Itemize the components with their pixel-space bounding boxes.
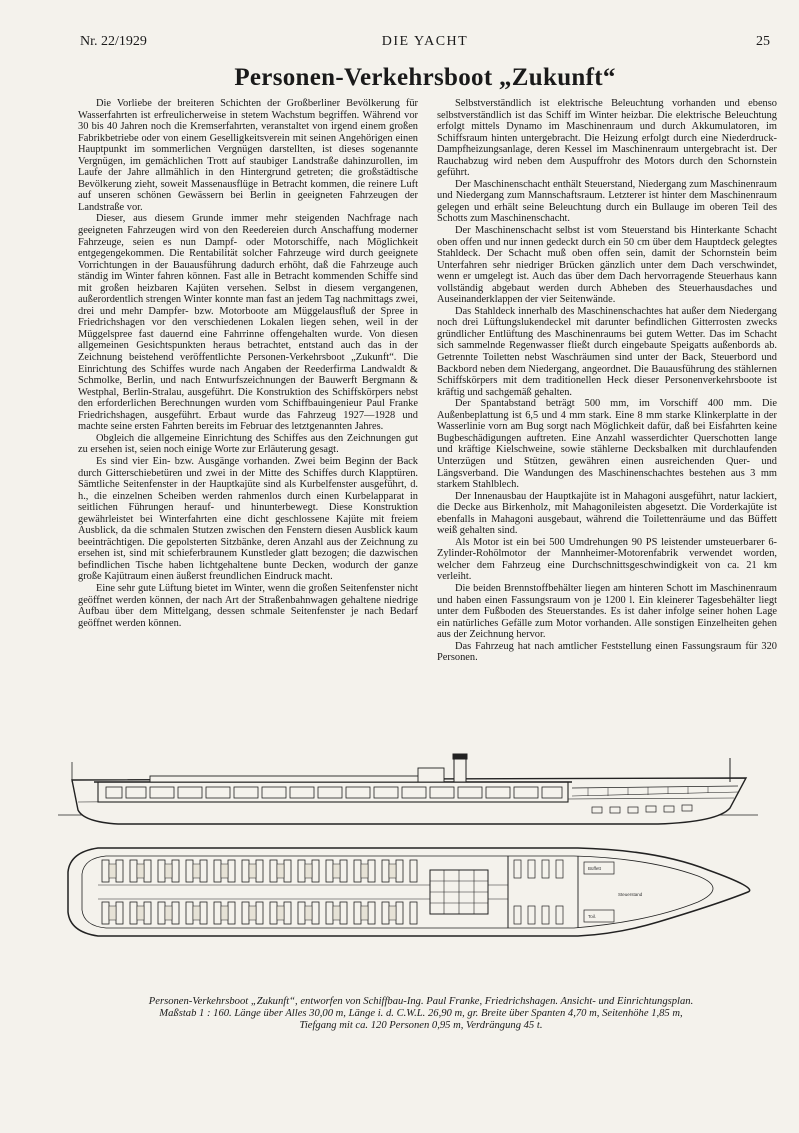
funnel: [454, 758, 466, 782]
paragraph: Der Spantabstand beträgt 500 mm, im Vorschiff 400 mm. Die Außenbeplattung ist 6,5 und 4 mm stark. Eine 8 mm starke Klinkerplatte in der Wasserlinie vorn am Bug sorgt nach Möglichkeit dafür, daß bei Eisfahrten keine Bugbeschädigungen auftreten. Eine Anzahl wasserdichter Querschotten lange und kräftige Kielschweine, sowie stählerne Decksbalken mit durchlaufenden Unterzügen und Stützen, gewähren einen ausreichenden Quer- und Längsverband. Die Wandungen des Maschinenschachtes bestehen aus 3 mm starkem Stahlblech.: [437, 398, 777, 491]
paragraph: Der Maschinenschacht selbst ist vom Steuerstand bis Hinterkante Schacht oben offen und nur innen gedeckt durch ein 50 cm über dem Hauptdeck gelegtes Stahldeck. Der Schacht muß oben offen sein, damit der Schornstein beim Unterfahren sehr niedriger Brücken gänzlich unter dem Dach verschwindet, wenn er umgelegt ist. Auch das über dem Dach hervorragende Steuerhaus kann vollständig abgebaut werden durch Abheben des Steuerhausdaches und Auseinanderklappen der vier Seitenwände.: [437, 225, 777, 306]
page-number: 25: [756, 34, 770, 49]
clerestory-roof: [150, 776, 420, 782]
paragraph: Der Maschinenschacht enthält Steuerstand, Niedergang zum Maschinenraum und Niedergang zum Mannschaftsraum. Letzterer ist hinter dem Maschinenraum gelegen und erhält seine Beleuchtung durch ein Bullauge im oberen Teil des Schotts zum Maschinenschacht.: [437, 178, 777, 225]
paragraph: Die Vorliebe der breiteren Schichten der Großberliner Bevölkerung für Wasserfahrten ist erfreulicherweise in stetem Wachstum begriffen. Während vor 30 bis 40 Jahren noch die Kremserfahrten, veranstaltet von irgend einem großen Fabrikbetriebe oder von einem Geselligkeitsverein mit seinen Angehörigen einen Hauptpunkt im sommerlichen Vergnügen darstellten, ist dieses sogenannte Vergnügen, im gemächlichen Trott auf staubiger Landstraße dahinzurollen, im Laufe der Jahre allmählich in den Hintergrund getreten; die großstädtische Bevölkerung zieht, soweit Massenausflüge in Betracht kommen, die reinere Luft auf unseren schönen Gewässern bei Berlin in geeigneten Fahrzeugen der Landstraße vor.: [78, 98, 418, 213]
caption-line: Personen-Verkehrsboot „Zukunft“, entworfen von Schiffbau-Ing. Paul Franke, Friedrichshagen. Ansicht- und Einrichtungsplan.: [148, 996, 694, 1007]
running-header: [80, 34, 770, 56]
left-column: [78, 98, 418, 738]
paragraph: Selbstverständlich ist elektrische Beleuchtung vorhanden und ebenso selbstverständlich ist das Schiff im Winter heizbar. Die elektrische Beleuchtung erfolgt mittels Dynamo im Maschinenraum und durch Akkumulatoren, im Schiffsraum hinten untergebracht. Die Heizung erfolgt durch eine Niederdruck-Dampfheizungsanlage, deren Kessel im Maschinenraum untergebracht ist. Der Rauchabzug wird neben dem Auspuffrohr des Motors durch den Schornstein geführt.: [437, 98, 777, 179]
paragraph: Die beiden Brennstoffbehälter liegen am hinteren Schott im Maschinenraum und haben einen Fassungsraum von je 1200 l. Ein kleinerer Tagesbehälter liegt unter dem Fußboden des Steuerstandes. Es ist daher infolge seiner hohen Lage ein natürliches Gefälle zum Motor vorhanden. Alle sonstigen Einzelheiten gehen aus der Zeichnung hervor.: [437, 582, 777, 641]
paragraph: Es sind vier Ein- bzw. Ausgänge vorhanden. Zwei beim Beginn der Back durch Gitterschiebetüren und zwei in der Mitte des Schiffes durch Klapptüren. Sämtliche Seitenfenster in der Hauptkajüte sind als Kurbelfenster ausgeführt, d. h., die einzelnen Scheiben werden rahmenlos durch einen Kurbelapparat in seitlichen Führungen herauf- und hinunterbewegt. Diese Konstruktion gewährleistet bei Winterfahrten eine dicht geschlossene Kajüte mit freiem Ausblick, da die schmalen Stutzen zwischen den Fenstern diesen Ausblick kaum beeinträchtigen. Die gepolsterten Sitzbänke, deren Anzahl aus der Zeichnung zu ersehen ist, sind mit schieferbraunem Kunstleder glatt bezogen; die dazwischen befindlichen Tische haben lichtgehaltene bunte Decken, wodurch der ganze große Kajütraum einen äußerst freundlichen Eindruck macht.: [78, 455, 418, 583]
plan-outline: [68, 848, 750, 936]
deck-plan: [68, 848, 750, 936]
wheelhouse: [418, 768, 444, 782]
side-elevation: [58, 754, 758, 824]
issue-number: Nr. 22/1929: [80, 34, 147, 49]
paragraph: Eine sehr gute Lüftung bietet im Winter, wenn die großen Seitenfenster nicht geöffnet werden können, der nach Art der Straßenbahnwagen gehaltene niedrige Aufbau über dem Mittelgang, dessen schmale Seitenfenster je nach Bedarf geöffnet werden können.: [78, 582, 418, 629]
paragraph: Dieser, aus diesem Grunde immer mehr steigenden Nachfrage nach geeigneten Fahrzeugen wird von den Reedereien durch Anschaffung moderner Fahrzeuge, seien es nun Dampf- oder Motorschiffe, nach Möglichkeit entgegengekommen. Die Rentabilität solcher Fahrzeuge wird durch geeignete Vorrichtungen in der Bauausführung dadurch erhöht, daß die Fahrzeuge auch ständig im Winter fahren können. Fast alle in Betracht kommenden Schiffe sind mit großen heizbaren Kajüten versehen. Selbst in diesem vergangenen, außerordentlich strengen Winter konnte man fast an jedem Tag nachmittags zwei, drei und mehr Dampfer- bzw. Motorboote am Müggelausfluß der Spree in Friedrichshagen vor den verschiedenen Lokalen liegen sehen, weil in der Müggelspree fast dauernd eine Fahrrinne offengehalten wurde. Von diesen allgemeinen Gesichtspunkten heraus betrachtet, entstand auch das in der Zeichnung beistehend veröffentlichte Personen-Verkehrsboot „Zukunft“. Die Einrichtung des Schiffes wurde nach Angaben der Reederfirma Landwaldt & Schmolke, Berlin, und nach Entwurfszeichnungen der Bauwerft Bergmann & Westphal, Berlin-Stralau, ausgeführt. Die Konstruktion des Schiffskörpers nebst den erforderlichen Berechnungen wurden vom Schiffbauingenieur Paul Franke Friedrichshagen, ausgeführt. Erbaut wurde das Fahrzeug 1927—1928 und machte seine ersten Fahrten bereits im Februar des letztgenannten Jahres.: [78, 213, 418, 433]
main-cabin: [98, 782, 568, 802]
caption-line: Maßstab 1 : 160. Länge über Alles 30,00 m, Länge i. d. C.W.L. 26,90 m, gr. Breite über Spanten 4,70 m, Seitenhöhe 1,85 m,: [159, 1008, 683, 1020]
journal-name: DIE YACHT: [381, 34, 469, 49]
paragraph: Der Innenausbau der Hauptkajüte ist in Mahagoni ausgeführt, natur lackiert, die Decke aus Birkenholz, mit Mahagonileisten abgesetzt. Die Vorderkajüte ist ebenfalls in Mahagoni ausgebaut, während die Toilettenräume und das Büffett weiß gehalten sind.: [437, 490, 777, 537]
plan-label: Steuerstand: [618, 892, 643, 897]
article-title: Personen-Verkehrsboot „Zukunft“: [234, 64, 616, 91]
plan-label: Toil.: [588, 914, 597, 919]
caption-line: Tiefgang mit ca. 120 Personen 0,95 m, Verdrängung 45 t.: [299, 1020, 543, 1032]
right-column: [437, 98, 777, 738]
figure-caption: [86, 996, 756, 1033]
paragraph: Das Fahrzeug hat nach amtlicher Feststellung einen Fassungsraum für 320 Personen.: [437, 640, 777, 664]
plan-label: Büffett: [588, 866, 601, 871]
engine-shaft: [430, 870, 488, 914]
paragraph: Obgleich die allgemeine Einrichtung des Schiffes aus den Zeichnungen gut zu ersehen ist, seien noch einige Worte zur Erläuterung gesagt.: [78, 432, 418, 456]
boat-drawing: [58, 752, 758, 988]
paragraph: Das Stahldeck innerhalb des Maschinenschachtes hat außer dem Niedergang noch drei Lüftungslukendeckel mit darunter befindlichen Gitterrosten zwecks gründlicher Entlüftung des Maschinenraums bei gutem Wetter. Das im Schacht sich sammelnde Regenwasser fließt durch eingebaute Speigatts außenbords ab. Getrennte Toiletten nebst Waschräumen sind unter der Back, Steuerbord und Backbord neben dem Niedergang, angeordnet. Die Bauausführung des stählernen Schiffskörpers mit dem traditionellen Heck dieser Personenverkehrsboote ist kräftig und sachgemäß gehalten.: [437, 305, 777, 398]
paragraph: Als Motor ist ein bei 500 Umdrehungen 90 PS leistender umsteuerbarer 6-Zylinder-Rohölmotor der Mannheimer-Motorenfabrik verwendet worden, welcher dem Fahrzeug eine Durchschnittsgeschwindigkeit von ca. 21 km verleiht.: [437, 536, 777, 583]
